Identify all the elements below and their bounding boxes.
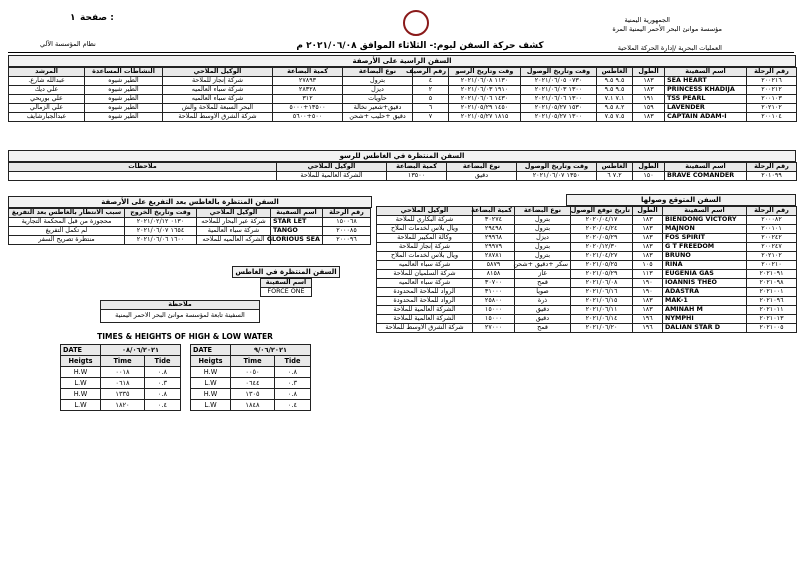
- anchored-row-cell: الطير شيوه: [85, 104, 163, 113]
- expected-row-cell: EUGENIA GAS: [663, 270, 747, 279]
- anchored-row-cell: ١٤٥٠ ٢٠٢١/٠٥/٢٩: [449, 104, 521, 113]
- anchored-row-cell: ١٨٣: [633, 86, 665, 95]
- expected-row-cell: ١٠٥: [633, 261, 663, 270]
- anchored-row-cell: ٩.٥ ٩.٥: [597, 77, 633, 86]
- expected-row-cell: ٢٠٠٢٤٢: [747, 234, 797, 243]
- waiting-row-cell: ٢٠١٠٩٩: [747, 172, 797, 181]
- expected-row-cell: ١٨٣: [633, 306, 663, 315]
- expected-row-cell: بترول: [515, 216, 571, 225]
- expected-row-cell: ٢٠٢٠/١٢/٣٠: [571, 243, 633, 252]
- expected-row-cell: AMINAH M: [663, 306, 747, 315]
- expected-row-cell: شركة البكاري للملاحة: [377, 216, 473, 225]
- anchored-row-cell: ١٥٣٠ ٢٠٢١/٠٥/٢٧: [521, 104, 597, 113]
- expected-row-cell: ٢٠٢٠/٠٥/٢٩: [571, 234, 633, 243]
- waiting-unload-row-cell: ٠١٣٠ ٢٠٢١/٠٢/١٢: [125, 218, 197, 227]
- col-header: سبب الانتظار بالغاطس بعد التفريغ: [9, 209, 125, 218]
- col-header: ملاحظات: [9, 163, 277, 172]
- anchored-row-cell: ١٣٠٠ ٢٠٢١/٠٦/٠٣: [521, 86, 597, 95]
- anchored-row-cell: ٢: [413, 86, 449, 95]
- expected-row-cell: بترول: [515, 225, 571, 234]
- expected-row-cell: ٢٩٤٩٨: [473, 225, 515, 234]
- anchored-row-cell: ٥٠٠+٥٦٠٠: [273, 113, 343, 122]
- col-header: كمية البضاعة: [387, 163, 447, 172]
- col-header: المرشد: [9, 68, 85, 77]
- expected-row-cell: ١٨٣: [633, 243, 663, 252]
- header-divider: [8, 52, 794, 53]
- anchorage-ship-name: FORCE ONE: [261, 288, 312, 297]
- expected-row-cell: ٢٠٢١٠١١: [747, 306, 797, 315]
- anchored-row-cell: ٥: [413, 95, 449, 104]
- expected-row-cell: ٢٠٢٠/٠٤/١٧: [571, 216, 633, 225]
- waiting-unload-row-cell: ١٥٠٠٦٨: [323, 218, 371, 227]
- expected-row-cell: FOS SPIRIT: [663, 234, 747, 243]
- col-header: اسم السفينة: [663, 207, 747, 216]
- tide-row-cell: ٠.٨: [275, 367, 311, 378]
- expected-row-cell: ١٩٠: [633, 288, 663, 297]
- waiting-unload-row-cell: TANGO: [271, 227, 323, 236]
- expected-row-cell: ١٥٠٠٠: [473, 306, 515, 315]
- expected-row-cell: ٢٠٢١/٠٦/١٥: [571, 297, 633, 306]
- expected-row-cell: RINA: [663, 261, 747, 270]
- anchored-row-cell: الطير شيوه: [85, 113, 163, 122]
- expected-row-cell: ٢٠٢١/٠٦/١٦: [571, 288, 633, 297]
- anchored-row-cell: ١١٣٠ ٢٠٢١/٠٦/٠٨: [449, 77, 521, 86]
- tide-date-label: DATE: [191, 345, 231, 356]
- tide-row-cell: ٠٦٤٤: [231, 378, 275, 389]
- tide-col-header: Time: [231, 356, 275, 367]
- tide-row-cell: H.W: [61, 367, 101, 378]
- col-header: اسم السفينة: [665, 163, 747, 172]
- system-name: نظام المؤسسة الآلي: [40, 40, 96, 48]
- emblem-logo: [403, 10, 429, 36]
- waiting-unload-row-cell: لم تكمل التفريغ: [9, 227, 125, 236]
- expected-row-cell: ٢٠٢١/٠٥/٢٥: [571, 261, 633, 270]
- col-header: نوع البضاعة: [515, 207, 571, 216]
- anchorage-note-label: ملاحظة: [101, 301, 260, 310]
- col-header: الطول: [633, 68, 665, 77]
- expected-row-cell: شركة سباء العالميه: [377, 261, 473, 270]
- anchored-row-cell: TSS PEARL: [665, 95, 747, 104]
- anchored-row-cell: ٨.٢ ٩.٥: [597, 104, 633, 113]
- waiting-unload-row-cell: محجوزة من قبل المحكمة التجارية: [9, 218, 125, 227]
- page-number: ١: [70, 13, 76, 23]
- expected-row-cell: ٢٠٢١٠٠٥: [747, 324, 797, 333]
- expected-row-cell: ADASTRA: [663, 288, 747, 297]
- expected-row-cell: شركة إنجاز للملاحة: [377, 243, 473, 252]
- expected-row-cell: ٢٠٢١/٠٦/٠٨: [571, 279, 633, 288]
- expected-row-cell: الرواد للملاحة المحدودة: [377, 297, 473, 306]
- expected-row-cell: ٢٥٨٠٠: [473, 297, 515, 306]
- expected-row-cell: ٢٩٩٧٩: [473, 243, 515, 252]
- expected-row-cell: ١٨٣: [633, 252, 663, 261]
- anchored-row-cell: بترول: [343, 77, 413, 86]
- col-header: النشاطات المساعدة: [85, 68, 163, 77]
- col-header: رقم الرحلة: [747, 68, 797, 77]
- expected-row-cell: قمح: [515, 279, 571, 288]
- anchored-row-cell: ٢٧٨٩٣: [273, 77, 343, 86]
- anchored-row-cell: ١٩١٠ ٢٠٢١/٠٦/٠٣: [449, 86, 521, 95]
- anchored-row-cell: ٣١٢: [273, 95, 343, 104]
- tide-row-cell: ٠٦١٨: [101, 378, 145, 389]
- anchorage-note: السفينة تابعة لمؤسسة موانئ البحر الاحمر اليمنية: [101, 310, 260, 323]
- tide-date-label: DATE: [61, 345, 101, 356]
- expected-row-cell: ٢٠٢١٠٩٨: [747, 279, 797, 288]
- expected-row-cell: ١٨٣: [633, 216, 663, 225]
- tide-row-cell: ٠.٤: [275, 400, 311, 411]
- tide-row-cell: L.W: [191, 400, 231, 411]
- expected-row-cell: ٢٠٠٢٤٧: [747, 243, 797, 252]
- tide-row-cell: ٠.٨: [145, 367, 181, 378]
- anchored-row-cell: علي ديك: [9, 86, 85, 95]
- anchored-row-cell: دقيق +حليب +شحن: [343, 113, 413, 122]
- tide-row-cell: H.W: [191, 367, 231, 378]
- waiting-unload-row-cell: منتظرة تصريح السفر: [9, 236, 125, 245]
- country-name: الجمهورية اليمنية: [624, 16, 670, 24]
- waiting-unload-row-cell: ١٦٠٠ ٢٠٢١/٠٦/٠٦: [125, 236, 197, 245]
- anchored-row-cell: ٢٠٠١٠٣: [747, 95, 797, 104]
- anchored-row-cell: دقيق+شعير نخالة: [343, 104, 413, 113]
- col-header: وقت وتاريخ الرسو: [449, 68, 521, 77]
- anchored-row-cell: ٤: [413, 77, 449, 86]
- expected-row-cell: ٢٨٧٨١: [473, 252, 515, 261]
- anchored-row-cell: ١٩١: [633, 95, 665, 104]
- waiting-unload-row: [9, 236, 371, 245]
- anchorage-title: السفن المنتظرة في الغاطس: [232, 266, 340, 278]
- tide-row-cell: ٠٠١٨: [101, 367, 145, 378]
- waiting-unload-table: [8, 208, 371, 245]
- tide-col-header: Heigts: [191, 356, 231, 367]
- expected-row-cell: صويا: [515, 288, 571, 297]
- expected-row-cell: ويال بلاس لخدمات الملاح: [377, 225, 473, 234]
- anchored-row-cell: ٦: [413, 104, 449, 113]
- expected-row-cell: ٢٧٠٠٠: [473, 324, 515, 333]
- expected-row-cell: دقيق: [515, 315, 571, 324]
- anchored-row-cell: PRINCESS KHADIJA: [665, 86, 747, 95]
- anchored-row-cell: ٧.٥ ٧.٥: [597, 113, 633, 122]
- expected-row-cell: ٣١٠٠٠: [473, 288, 515, 297]
- tide-row-cell: ١٣٠٥: [231, 389, 275, 400]
- expected-row-cell: ١٨٣: [633, 297, 663, 306]
- col-header: الطول: [633, 207, 663, 216]
- ops-dept: العمليات البحرية /إدارة الحركة الملاحية: [617, 44, 722, 52]
- expected-row-cell: ٢٠٢١٠٠١: [747, 288, 797, 297]
- waiting-table: [8, 162, 797, 181]
- tide-col-header: Time: [101, 356, 145, 367]
- expected-row-cell: ١٩٦: [633, 324, 663, 333]
- expected-row-cell: ٢٠٢١/٠٤/٢٧: [571, 252, 633, 261]
- col-header: الطول: [633, 163, 665, 172]
- expected-row-cell: ٢٠٢١/٠٦/١٤: [571, 315, 633, 324]
- waiting-unload-row-cell: GLORIOUS SEA: [271, 236, 323, 245]
- expected-row-cell: ٢٠٢١/٠٦/١١: [571, 306, 633, 315]
- waiting-row-cell: ٧.٢ ٦: [597, 172, 633, 181]
- anchored-row-cell: عبدالله شارع.: [9, 77, 85, 86]
- anchored-section-title: السفن الراسية على الأرصفة: [8, 55, 796, 67]
- expected-row-cell: NYMPHI: [663, 315, 747, 324]
- anchored-row-cell: ١٨٣: [633, 113, 665, 122]
- col-header: رقم الرحلة: [323, 209, 371, 218]
- tide-row: [61, 378, 181, 389]
- tide-col-header: Tide: [275, 356, 311, 367]
- anchored-row-cell: ٢٠٠١٠٤: [747, 113, 797, 122]
- anchored-row-cell: علي بوريحي: [9, 95, 85, 104]
- anchored-row-cell: ١٣٠٠ ٢٠٢١/٠٦/٠٦: [521, 95, 597, 104]
- waiting-unload-row-cell: ١٦٥٤ ٢٠٢١/٠٦/٠٧: [125, 227, 197, 236]
- expected-row-cell: BIENDONG VICTORY: [663, 216, 747, 225]
- col-header: كمية البضاعة: [273, 68, 343, 77]
- col-header: رقم الرحلة: [747, 207, 797, 216]
- anchored-row-cell: CAPTAIN ADAM-I: [665, 113, 747, 122]
- waiting-section-title: السفن المنتظرة في الغاطس للرسو: [8, 150, 796, 162]
- waiting-row-cell: ١٣٥٠٠: [387, 172, 447, 181]
- anchored-row-cell: ٧.١ ٧.١: [597, 95, 633, 104]
- expected-row-cell: ٢٠٢١٠٢: [747, 252, 797, 261]
- anchored-row: [9, 113, 797, 122]
- expected-row-cell: دقيق: [515, 306, 571, 315]
- tide-row-cell: ٠.٨: [145, 389, 181, 400]
- expected-row-cell: الرواد للملاحة المحدودة: [377, 288, 473, 297]
- anchored-row-cell: ٢٠٠٢١٦: [747, 77, 797, 86]
- anchored-row-cell: شركة إنجاز للملاحة: [163, 77, 273, 86]
- expected-row-cell: MAJNON: [663, 225, 747, 234]
- expected-row-cell: ٢٠٠٠٨٢: [747, 216, 797, 225]
- anchored-table: [8, 67, 797, 122]
- col-header: نوع البضاعة: [343, 68, 413, 77]
- page-label: صفحة :: [80, 13, 114, 23]
- col-header: الغاطس: [597, 68, 633, 77]
- tide-row-cell: ١٨٤٨: [231, 400, 275, 411]
- expected-row-cell: ويال بلاس لخدمات الملاح: [377, 252, 473, 261]
- expected-row-cell: قمح: [515, 324, 571, 333]
- tide-row-cell: H.W: [191, 389, 231, 400]
- expected-row-cell: ٢٠٢١/٠٦/٢٠: [571, 324, 633, 333]
- anchored-row-cell: ٩.٥ ٩.٥: [597, 86, 633, 95]
- expected-row-cell: ٨١٥٨: [473, 270, 515, 279]
- expected-row-cell: ١١٣: [633, 270, 663, 279]
- waiting-row-cell: ١٥٠: [633, 172, 665, 181]
- waiting-row-cell: الشركة العالمية للملاحة: [277, 172, 387, 181]
- expected-row-cell: ١٨٣: [633, 234, 663, 243]
- waiting-unload-row-cell: ٢٠٠٠٩٦: [323, 236, 371, 245]
- waiting-unload-row-cell: الشركه العالميه للملاحه: [197, 236, 271, 245]
- tide-row: [191, 378, 311, 389]
- col-header: الوكيل الملاحي: [197, 209, 271, 218]
- anchored-row-cell: الطير شيوه: [85, 95, 163, 104]
- anchored-row-cell: ١٤٣٠ ٢٠٢١/٠٦/٠٦: [449, 95, 521, 104]
- tide-date: ٩/٠٦/٢٠٢١: [231, 345, 311, 356]
- anchored-row-cell: ٢٠٢١٠٢: [747, 104, 797, 113]
- col-header: تاريخ توقع الوصول: [571, 207, 633, 216]
- anchored-row-cell: البحر السبعة للملاحة والش: [163, 104, 273, 113]
- tide-table-left: [60, 344, 181, 411]
- anchored-row-cell: ٧: [413, 113, 449, 122]
- anchored-row-cell: ١٣٥٠٠+٥٠٠٠: [273, 104, 343, 113]
- expected-row-cell: ٢٠٢١٠١٣: [747, 315, 797, 324]
- tide-row-cell: ٠.٤: [145, 400, 181, 411]
- col-header: كمية البضاعة: [473, 207, 515, 216]
- anchored-row-cell: شركة الشرق الاوسط للملاحة: [163, 113, 273, 122]
- expected-row-cell: وكالة المكيبر للملاحة: [377, 234, 473, 243]
- expected-row-cell: بترول: [515, 243, 571, 252]
- expected-row-cell: ديزل: [515, 234, 571, 243]
- anchored-row-cell: ديزل: [343, 86, 413, 95]
- col-header: الوكيل الملاحي: [277, 163, 387, 172]
- expected-row-cell: الشركة العالمية للملاحة: [377, 315, 473, 324]
- waiting-row-cell: ١٣٥٠ ٢٠٢١/٠٦/٠٧: [517, 172, 597, 181]
- tide-col-header: Tide: [145, 356, 181, 367]
- anchorage-col-header: اسم السفينة: [261, 279, 312, 288]
- report-title: كشف حركة السفن ليوم:- الثلاثاء الموافق ٢٠٢١/٠٦/٠٨ م: [296, 41, 544, 51]
- expected-row-cell: BRUNO: [663, 252, 747, 261]
- expected-row-cell: شركة الشرق الاوسط للملاحة: [377, 324, 473, 333]
- anchored-row-cell: الطير شيوه: [85, 86, 163, 95]
- waiting-unload-row-cell: شركة عبر البحار للملاحه: [197, 218, 271, 227]
- col-header: الوكيل الملاحي: [377, 207, 473, 216]
- expected-table: [376, 206, 797, 333]
- col-header: رقم الرصيف: [413, 68, 449, 77]
- anchored-row-cell: ١٨١٥ ٢٠٢١/٠٥/٢٧: [449, 113, 521, 122]
- anchored-row-cell: ٢٠٠٢١٢: [747, 86, 797, 95]
- expected-row-cell: MAK-1: [663, 297, 747, 306]
- tide-row-cell: ٠.٣: [145, 378, 181, 389]
- col-header: اسم السفينة: [271, 209, 323, 218]
- expected-row-cell: IOANNIS THEO: [663, 279, 747, 288]
- tide-row-cell: L.W: [191, 378, 231, 389]
- waiting-unload-row-cell: شركة سباء العالمية: [197, 227, 271, 236]
- tide-row: [191, 367, 311, 378]
- expected-row-cell: ١٥٠٠٠: [473, 315, 515, 324]
- expected-row-cell: غاز: [515, 270, 571, 279]
- expected-row-cell: ٣٠٧٠٠: [473, 279, 515, 288]
- expected-row-cell: ٢٠٢١٠٩١: [747, 270, 797, 279]
- tide-date: ٠٨/٠٦/٢٠٢١: [101, 345, 181, 356]
- expected-row-cell: شركة سباء العالميه: [377, 279, 473, 288]
- tide-row-cell: ٠.٨: [275, 389, 311, 400]
- anchored-row-cell: ٢٨٣٢٨: [273, 86, 343, 95]
- col-header: الغاطس: [597, 163, 633, 172]
- expected-row-cell: ٥٨٧٩: [473, 261, 515, 270]
- expected-row-cell: سكر +دقيق +شحن: [515, 261, 571, 270]
- anchored-row-cell: ١٣٠٠ ٢٠٢١/٠٥/٢٧: [521, 113, 597, 122]
- expected-row-cell: ٢٠٠١٠١: [747, 225, 797, 234]
- tide-row-cell: ٠٠٥٠: [231, 367, 275, 378]
- expected-row-cell: ذرة: [515, 297, 571, 306]
- tide-table-right: [190, 344, 311, 411]
- waiting-row: [9, 172, 797, 181]
- tide-row-cell: H.W: [61, 389, 101, 400]
- col-header: نوع البضاعة: [447, 163, 517, 172]
- anchorage-note-table: [100, 300, 260, 323]
- expected-row-cell: ٣٠٢٧٤: [473, 216, 515, 225]
- tide-row-cell: L.W: [61, 378, 101, 389]
- anchored-row-cell: ٠٧٣٠ ٢٠٢١/٠٦/٠٥: [521, 77, 597, 86]
- waiting-unload-title: السفن المنتظرة بالغاطس بعد التفريغ على الأرصفة: [8, 196, 372, 208]
- col-header: وقت وتاريخ الوصول: [517, 163, 597, 172]
- col-header: رقم الرحلة: [747, 163, 797, 172]
- col-header: وقت وتاريخ الوصول: [521, 68, 597, 77]
- tides-title: TIMES & HEIGHTS OF HIGH & LOW WATER: [97, 332, 273, 341]
- anchored-row-cell: ١٥٩: [633, 104, 665, 113]
- waiting-unload-row-cell: STAR LET: [271, 218, 323, 227]
- expected-row-cell: شركة السلميان للملاحة: [377, 270, 473, 279]
- anchorage-table: [260, 278, 312, 297]
- expected-row-cell: ٢٠٠٢١٠: [747, 261, 797, 270]
- waiting-row-cell: [9, 172, 277, 181]
- anchored-row-cell: عبدالجبارشايف: [9, 113, 85, 122]
- expected-row-cell: ٢٠٢١٠٩٦: [747, 297, 797, 306]
- org-name: مؤسسة موانئ البحر الأحمر اليمنية المرة: [612, 25, 722, 33]
- anchored-row-cell: الطير شيوه: [85, 77, 163, 86]
- tide-col-header: Heigts: [61, 356, 101, 367]
- tide-row-cell: ٠.٣: [275, 378, 311, 389]
- anchored-row-cell: SEA HEART: [665, 77, 747, 86]
- tide-row: [191, 400, 311, 411]
- waiting-row-cell: دقيق: [447, 172, 517, 181]
- anchored-row-cell: LAVENDER: [665, 104, 747, 113]
- tide-row-cell: L.W: [61, 400, 101, 411]
- expected-section-title: السفن المتوقع وصولها: [566, 194, 796, 206]
- tide-row: [61, 400, 181, 411]
- expected-row-cell: ١٩٠: [633, 279, 663, 288]
- expected-row: [377, 324, 797, 333]
- anchored-row-cell: حاويات: [343, 95, 413, 104]
- expected-row-cell: ١٨٣: [633, 225, 663, 234]
- anchored-row-cell: شركة سباء العالميه: [163, 86, 273, 95]
- col-header: وقت وتاريخ الخروج: [125, 209, 197, 218]
- waiting-unload-row-cell: ٢٠٠٠٨٥: [323, 227, 371, 236]
- expected-row-cell: بترول: [515, 252, 571, 261]
- col-header: الوكيل الملاحي: [163, 68, 273, 77]
- expected-row-cell: ٢٠٢١/٠٥/٢٩: [571, 270, 633, 279]
- expected-row-cell: ١٩٦: [633, 315, 663, 324]
- col-header: اسم السفينة: [665, 68, 747, 77]
- anchored-row-cell: علي الزمالي: [9, 104, 85, 113]
- tide-row-cell: ١٨٢٠: [101, 400, 145, 411]
- expected-row-cell: ٢٩٩٦٨: [473, 234, 515, 243]
- expected-row-cell: DALIAN STAR D: [663, 324, 747, 333]
- waiting-row-cell: BRAVE COMANDER: [665, 172, 747, 181]
- expected-row-cell: الشركة العالمية للملاحة: [377, 306, 473, 315]
- tide-row: [191, 389, 311, 400]
- tide-row: [61, 367, 181, 378]
- anchored-row-cell: ١٨٣: [633, 77, 665, 86]
- tide-row-cell: ١٣٣٥: [101, 389, 145, 400]
- tide-row: [61, 389, 181, 400]
- expected-row-cell: ٢٠٢٠/٠٤/٢٤: [571, 225, 633, 234]
- expected-row-cell: G T FREEDOM: [663, 243, 747, 252]
- anchored-row-cell: شركة سباء العالميه: [163, 95, 273, 104]
